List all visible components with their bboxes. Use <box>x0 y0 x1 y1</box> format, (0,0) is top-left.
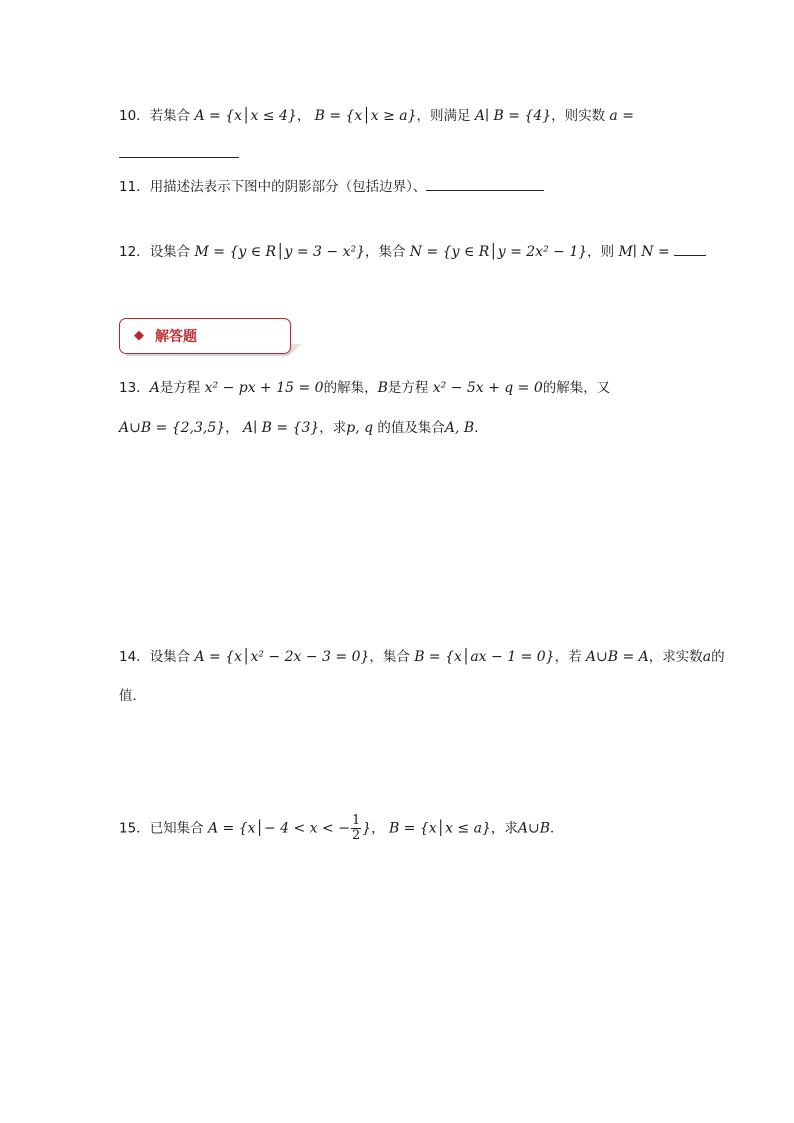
question-15 <box>119 814 564 843</box>
q14-text-2: ，求实数 <box>648 649 703 665</box>
q10-set-b: B = {x│x ≥ a} <box>314 108 417 124</box>
question-13 <box>119 378 610 398</box>
q13-text-3: 是方程 <box>387 380 429 396</box>
section-title: 解答题 <box>155 329 197 345</box>
q10-number: 10． <box>119 108 150 124</box>
q14-middle: ，集合 <box>369 649 410 665</box>
q15-set-a-left: A = {x│− 4 < x < − <box>207 820 350 837</box>
q15-prefix: 已知集合 <box>149 820 204 837</box>
q13-end: ． <box>474 420 488 436</box>
q13-sets: A, B <box>444 420 475 436</box>
q12-expression: M∣ N = <box>618 244 670 260</box>
q14-prefix: 设集合 <box>149 649 191 665</box>
q11-answer-blank <box>426 176 544 191</box>
q12-prefix: 设集合 <box>149 244 191 260</box>
question-13-line-2 <box>119 418 488 438</box>
q13-text-1: 是方程 <box>159 380 201 396</box>
diamond-icon: ◆ <box>134 328 144 343</box>
q15-text-1: ，求 <box>490 820 518 837</box>
q10-variable: a = <box>609 108 634 124</box>
question-10 <box>119 106 634 126</box>
q15-number: 15． <box>119 820 150 837</box>
q12-set-m: M = {y ∈ R│y = 3 − x²} <box>194 244 365 260</box>
q13-equation-2: x² − 5x + q = 0 <box>432 380 543 396</box>
q12-set-n: N = {y ∈ R│y = 2x² − 1} <box>409 244 588 260</box>
q13-text-4: 的解集，又 <box>542 380 611 396</box>
q15-end: ． <box>550 820 564 837</box>
q12-post: ，则 <box>587 244 615 260</box>
section-banner <box>119 318 291 354</box>
q12-answer-blank <box>674 241 706 256</box>
question-11 <box>119 176 544 197</box>
q13-text-5: ，求 <box>319 420 347 436</box>
q14-set-b: B = {x│ax − 1 = 0} <box>414 649 555 665</box>
q14-text-1: ，若 <box>554 649 582 665</box>
q15-comma: ， <box>371 820 385 837</box>
q11-text: 用描述法表示下图中的阴影部分（包括边界）、 <box>149 179 427 195</box>
q13-union: A∪B = {2,3,5} <box>119 420 226 436</box>
question-12 <box>119 241 706 262</box>
q15-fraction-denominator: 2 <box>351 828 361 843</box>
q10-comma: ， <box>296 108 311 124</box>
q10-post: ，则实数 <box>551 108 606 124</box>
q13-set-b: B <box>377 380 388 396</box>
q12-middle: ，集合 <box>365 244 406 260</box>
q15-set-a-right: } <box>362 820 372 837</box>
q14-text-3: 的 <box>711 649 725 665</box>
q15-set-b: B = {x│x ≤ a} <box>388 820 491 837</box>
q14-set-a: A = {x│x² − 2x − 3 = 0} <box>194 649 370 665</box>
q13-intersection: A∣ B = {3} <box>243 420 320 436</box>
q10-prefix: 若集合 <box>149 108 191 124</box>
q15-expression: A∪B <box>517 820 551 837</box>
q10-set-a: A = {x│x ≤ 4} <box>194 108 297 124</box>
q15-fraction <box>351 814 361 843</box>
q10-condition: A∣ B = {4} <box>474 108 552 124</box>
q13-set-a: A <box>149 380 160 396</box>
q14-variable: a <box>702 649 712 665</box>
q13-comma: ， <box>225 420 239 436</box>
question-14-line-2 <box>119 686 146 706</box>
q13-number: 13． <box>119 380 150 396</box>
q10-answer-blank <box>119 143 239 164</box>
question-14 <box>119 647 725 667</box>
q13-pq: p, q <box>346 420 374 436</box>
q13-text-6: 的值及集合 <box>377 420 445 436</box>
q14-number: 14． <box>119 649 150 665</box>
q10-middle: ，则满足 <box>416 108 471 124</box>
q14-line2: 值． <box>119 688 146 704</box>
q14-condition: A∪B = A <box>585 649 649 665</box>
q13-text-2: 的解集， <box>323 380 378 396</box>
q11-number: 11． <box>119 179 150 195</box>
q15-fraction-numerator: 1 <box>351 813 361 828</box>
q13-equation-1: x² − px + 15 = 0 <box>204 380 324 396</box>
q12-number: 12． <box>119 244 150 260</box>
